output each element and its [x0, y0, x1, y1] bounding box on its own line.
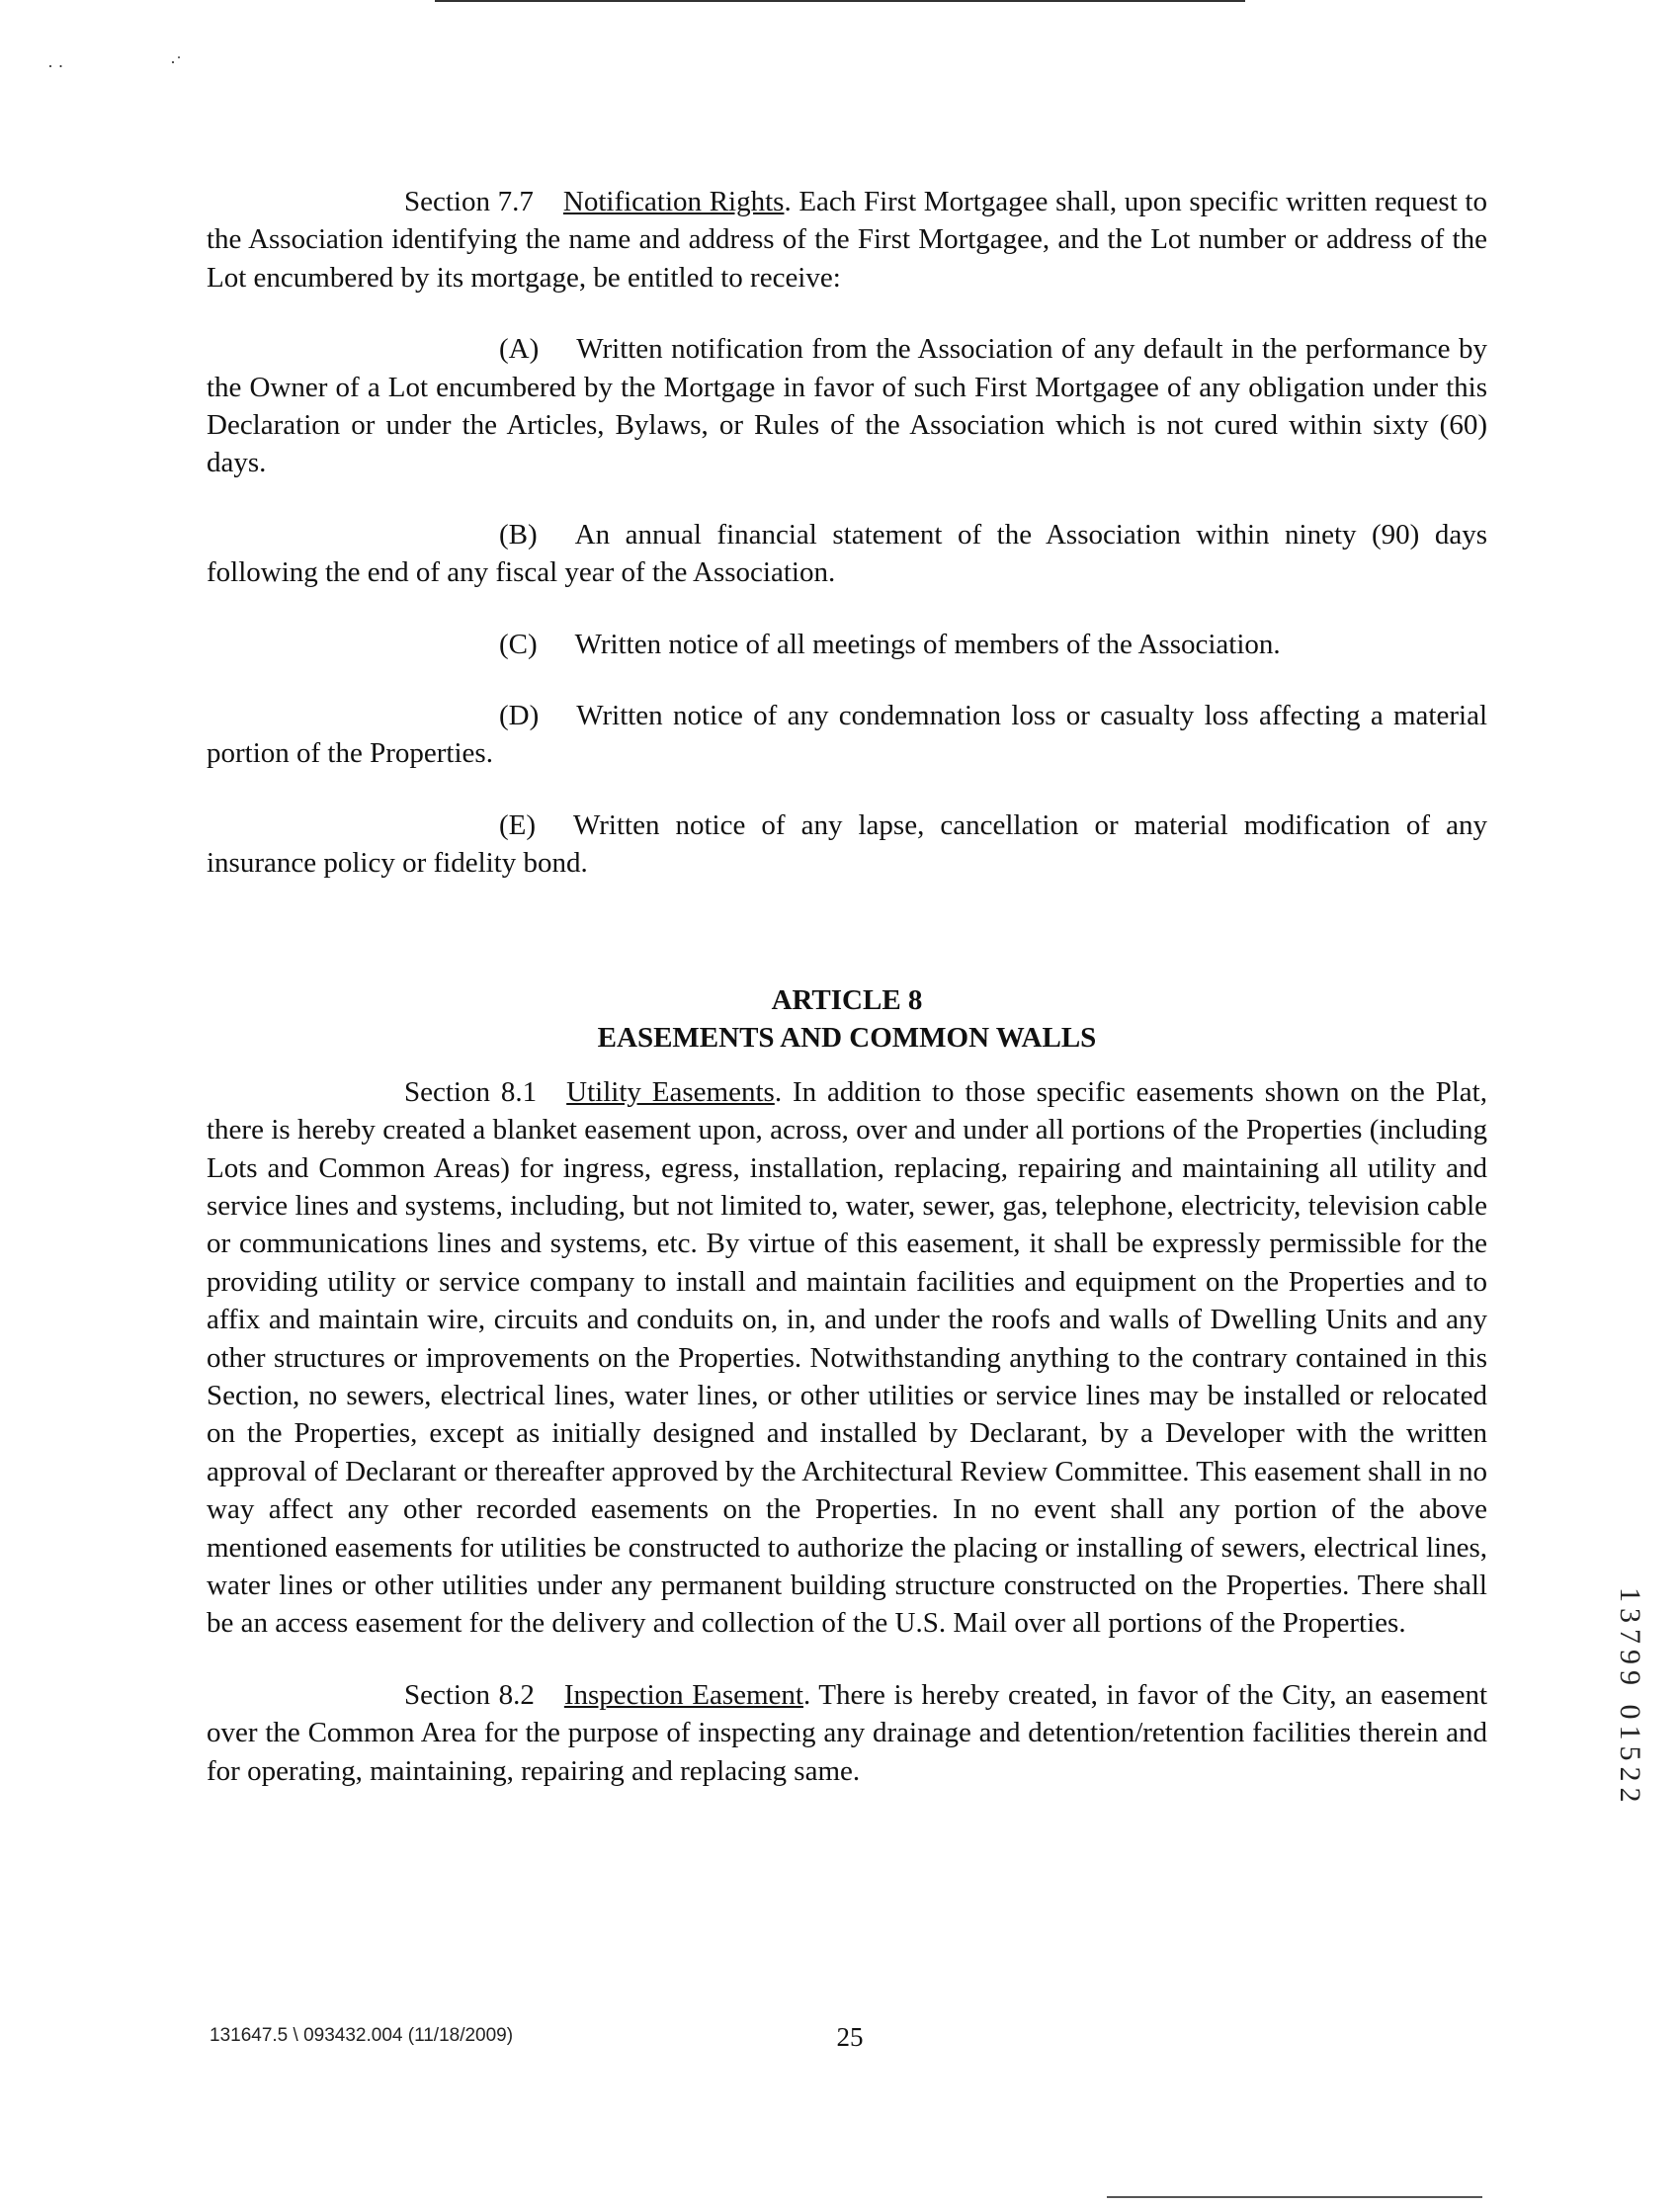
section-body: . There is hereby created, in favor of the City, an easement over the Common Area for the purpose of inspecting any drainage and detention/retention facilities therein and for operating, maintaining, repairing and replacing same. — [207, 1678, 1488, 1787]
section-body: . In addition to those specific easements shown on the Plat, there is hereby created a blanket easement upon, across, over and under all portions of the Properties (including Lots and Common Areas) for ingress, egress, installation, replacing, repairing and maintaining all utility and service lines and systems, including, but not limited to, water, sewer, gas, telephone, electricity, television cable or communications lines and systems, etc. By virtue of this easement, it shall be expressly permissible for the providing utility or service company to install and maintain facilities and equipment on the Properties and to affix and maintain wire, circuits and conduits on, in, and under the roofs and walls of Dwelling Units and any other structures or improvements on the Properties. Notwithstanding anything to the contrary contained in this Section, no sewers, electrical lines, water lines, or other utilities or service lines may be installed or relocated on the Properties, except as initially designed and installed by Declarant, by a Developer with the written approval of Declarant or thereafter approved by the Architectural Review Committee. This easement shall in no way affect any other recorded easements on the Properties. In no event shall any portion of the above mentioned easements for utilities be constructed to authorize the placing or installing of sewers, electrical lines, water lines or other utilities under any permanent building structure constructed on the Properties. There shall be an access easement for the delivery and collection of the U.S. Mail over all portions of the Properties. — [207, 1075, 1487, 1640]
sub-item-text: Written notice of any condemnation loss or casualty loss affecting a material portion of the Properties. — [207, 700, 1487, 770]
recording-stamp-text: 13799 01522 — [1614, 1587, 1646, 1809]
scan-edge-line-bottom — [1107, 2196, 1482, 2198]
section-8-2 — [207, 1676, 1487, 1790]
section-body: . Each First Mortgagee shall, upon specific written request to the Association identifying the name and address of the First Mortgagee, and the Lot number or address of the Lot encumbered by its mortgage, be entitled to receive: — [207, 186, 1487, 294]
scan-speck: ·˙ — [170, 52, 182, 72]
sub-item-text: Written notice of any lapse, cancellation or material modification of any insurance policy or fidelity bond. — [207, 808, 1487, 880]
sub-item-a — [207, 330, 1487, 482]
sub-item-label: (D) — [499, 700, 540, 732]
sub-item-text: An annual financial statement of the Association within ninety (90) days following the end of any fiscal year of the Association. — [207, 518, 1487, 589]
sub-item-e — [207, 806, 1487, 883]
article-heading — [207, 981, 1487, 1057]
document-body — [207, 183, 1487, 1790]
footer-document-code: 131647.5 \ 093432.004 (11/18/2009) — [210, 2025, 514, 2046]
section-title: Inspection Easement — [563, 1678, 803, 1711]
section-title: Notification Rights — [562, 186, 785, 217]
article-number: ARTICLE 8 — [771, 983, 923, 1016]
recording-stamp — [1609, 1587, 1658, 1844]
section-title: Utility Easements — [566, 1075, 775, 1108]
section-number: Section 7.7 — [404, 186, 534, 217]
scan-speck: · · — [47, 56, 64, 76]
page-number: 25 — [836, 2022, 864, 2052]
sub-item-text: Written notification from the Association of any default in the performance by the Owner of a Lot encumbered by the Mortgage in favor of such First Mortgagee of any obligation under this Declaration or under the Articles, Bylaws, or Rules of the Association which is not cured within sixty (60) days. — [207, 333, 1487, 479]
sub-item-c — [207, 626, 1487, 663]
section-8-1 — [207, 1073, 1487, 1643]
section-number: Section 8.1 — [404, 1075, 538, 1108]
sub-item-b — [207, 516, 1487, 592]
sub-item-d — [207, 697, 1487, 773]
section-7-7 — [207, 183, 1487, 297]
sub-item-label: (B) — [499, 518, 538, 551]
sub-item-text: Written notice of all meetings of members of the Association. — [574, 628, 1281, 660]
sub-item-label: (A) — [499, 333, 540, 366]
sub-item-label: (C) — [499, 628, 538, 660]
scan-edge-line-top — [435, 0, 1245, 2]
sub-item-label: (E) — [499, 808, 537, 841]
article-title: EASEMENTS AND COMMON WALLS — [597, 1021, 1097, 1054]
section-number: Section 8.2 — [404, 1678, 535, 1711]
